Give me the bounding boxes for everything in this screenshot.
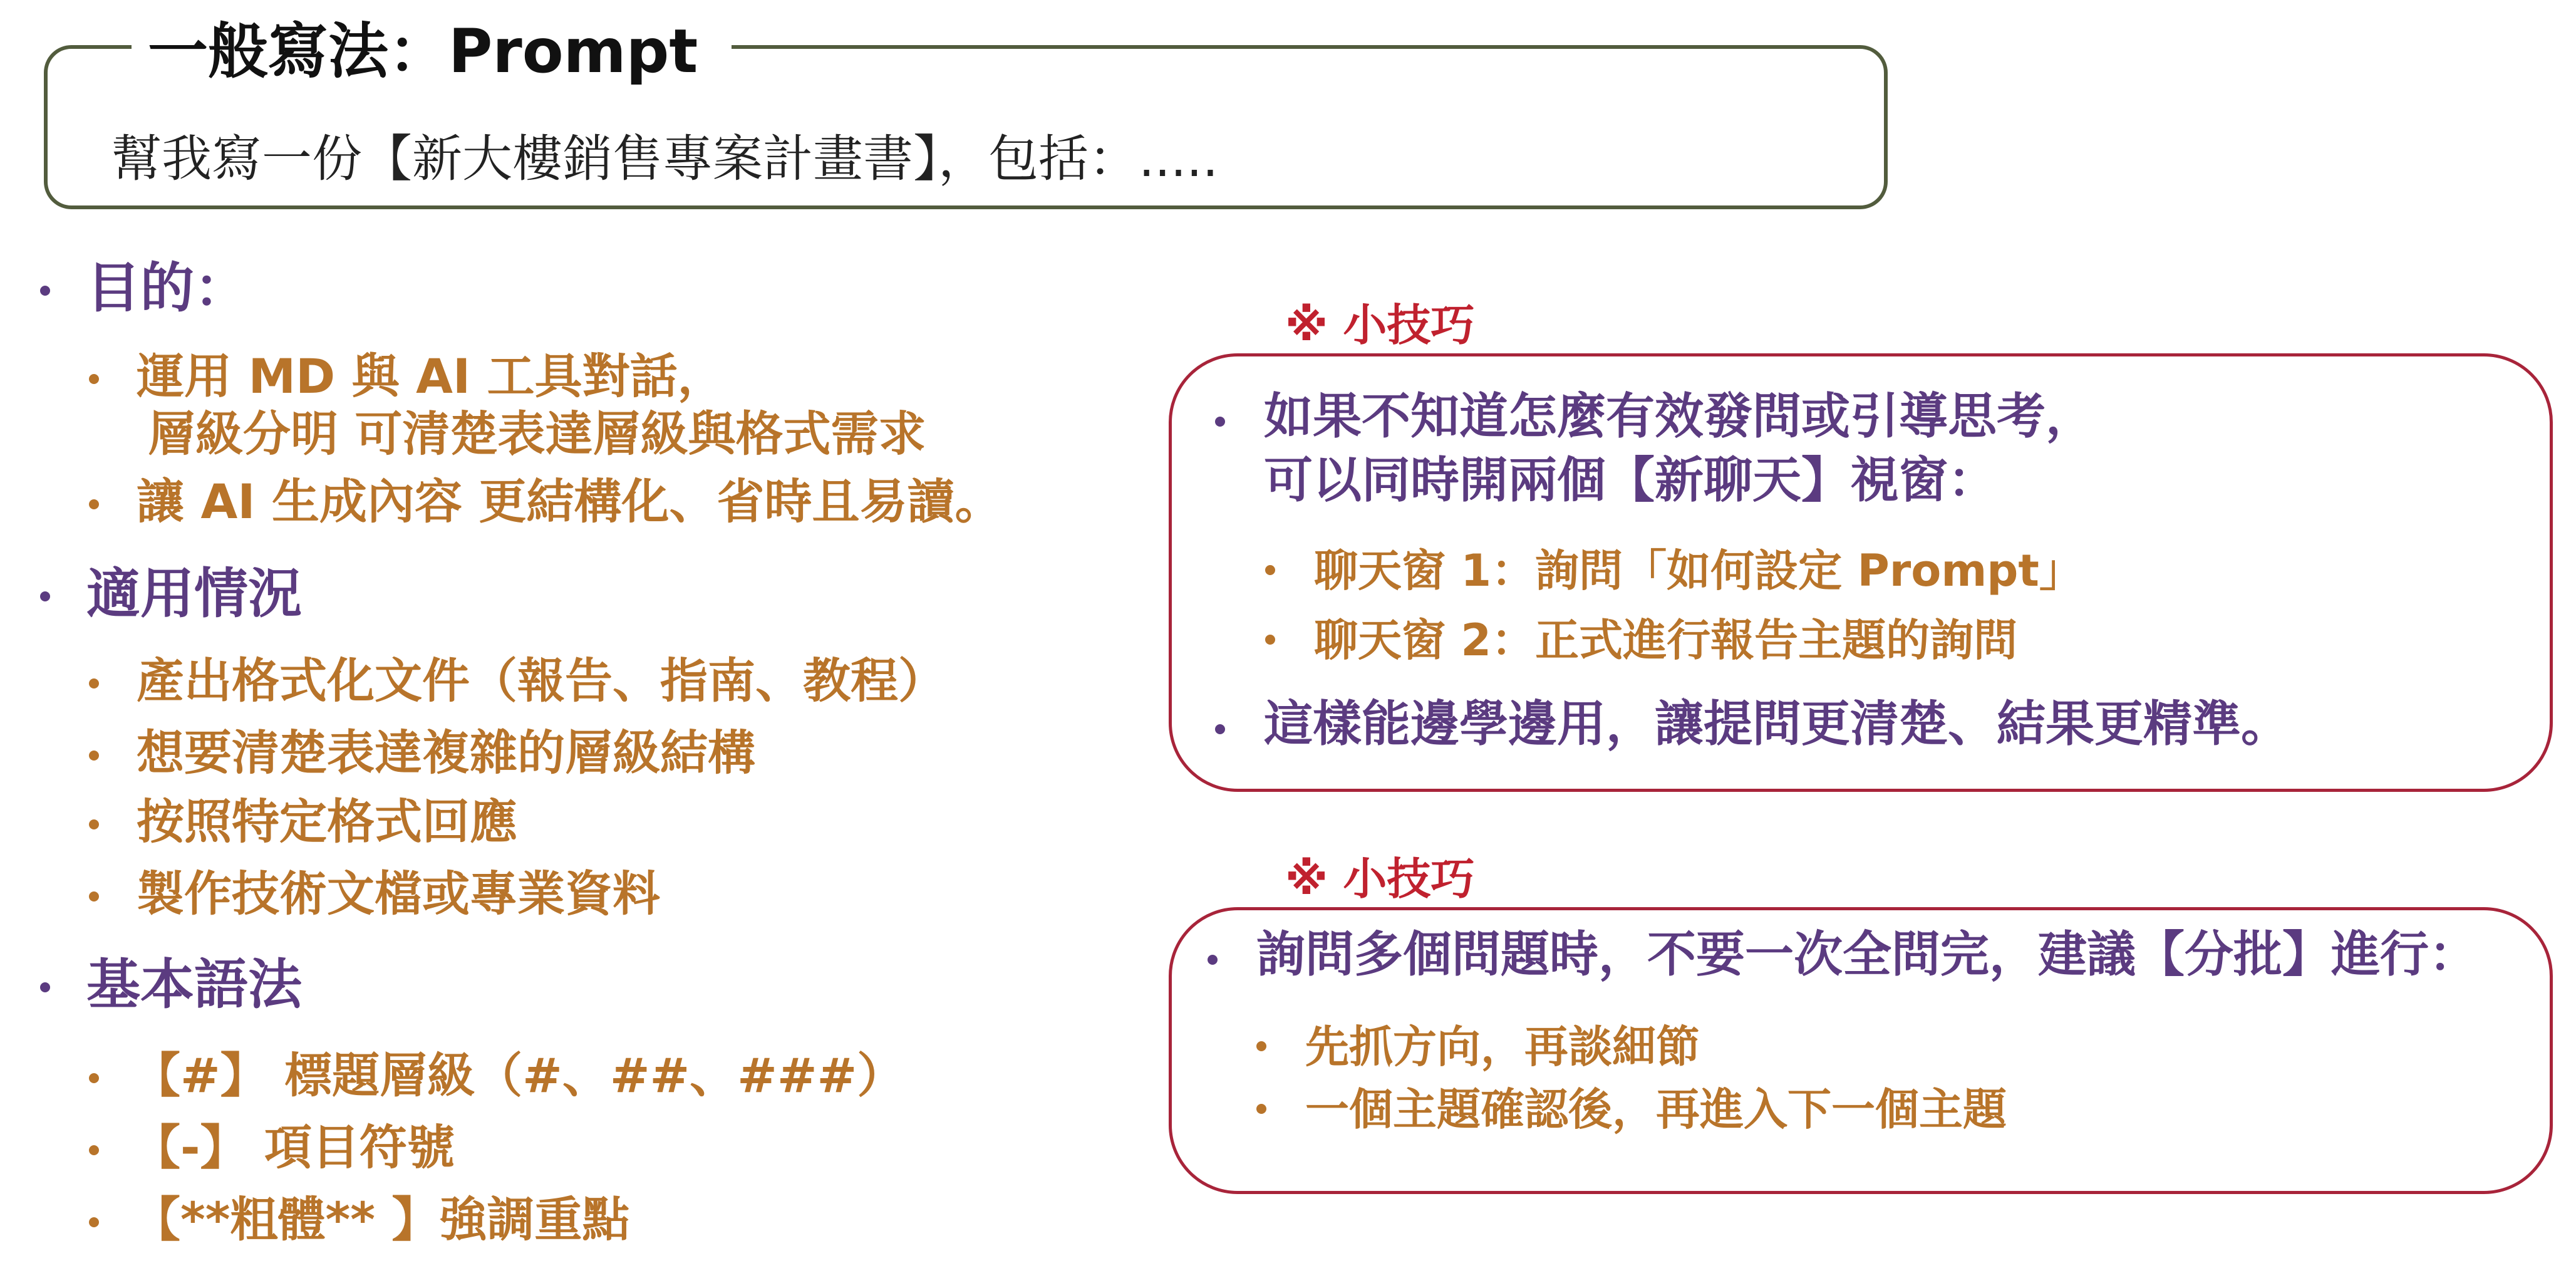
purpose-item-1-line2: 層級分明 可清楚表達層級與格式需求: [148, 406, 926, 462]
bullet-dot: [89, 1073, 99, 1083]
tip-2-subitem: 一個主題確認後，再進入下一個主題: [1305, 1084, 2007, 1135]
usage-item: 產出格式化文件（報告、指南、教程）: [137, 653, 946, 709]
syntax-item: 【**粗體** 】強調重點: [133, 1192, 630, 1247]
tip-1-main-line1: 如果不知道怎麼有效發問或引導思考，: [1264, 388, 2095, 445]
tip-1-subitem: 聊天窗 2：正式進行報告主題的詢問: [1314, 615, 2018, 666]
bullet-dot: [1215, 724, 1225, 734]
purpose-item-2: 讓 AI 生成內容 更結構化、省時且易讀。: [137, 474, 1003, 529]
bullet-dot: [89, 1145, 99, 1155]
bullet-dot: [89, 751, 99, 761]
bullet-dot: [1256, 1104, 1266, 1114]
usage-item: 製作技術文檔或專業資料: [137, 866, 660, 922]
bullet-dot: [40, 591, 50, 601]
tip-2-subitem: 先抓方向，再談細節: [1305, 1021, 1700, 1073]
prompt-example-title: 一般寫法：Prompt: [132, 13, 732, 90]
syntax-item: 【#】 標題層級（#、##、###）: [133, 1047, 905, 1103]
bullet-dot: [89, 1217, 99, 1227]
usage-heading: 適用情況: [86, 563, 302, 625]
tip-2-main: 詢問多個問題時，不要一次全問完，建議【分批】進行：: [1256, 927, 2478, 983]
tip-1-closing: 這樣能邊學邊用，讓提問更清楚、結果更精準。: [1264, 696, 2290, 752]
purpose-item-1-line1: 運用 MD 與 AI 工具對話，: [137, 348, 725, 404]
bullet-dot: [89, 819, 99, 829]
bullet-dot: [89, 499, 99, 509]
bullet-dot: [40, 982, 50, 992]
bullet-dot: [1256, 1041, 1266, 1051]
tip-1-title: ※ 小技巧: [1271, 297, 1491, 353]
purpose-heading: 目的：: [86, 257, 248, 320]
syntax-heading: 基本語法: [86, 953, 302, 1016]
tip-2-title: ※ 小技巧: [1271, 851, 1491, 907]
bullet-dot: [1265, 565, 1275, 575]
bullet-dot: [89, 891, 99, 901]
bullet-dot: [40, 286, 50, 296]
bullet-dot: [1215, 417, 1225, 427]
usage-item: 想要清楚表達複雜的層級結構: [137, 725, 755, 781]
bullet-dot: [89, 678, 99, 688]
syntax-item: 【-】 項目符號: [133, 1120, 455, 1175]
usage-item: 按照特定格式回應: [137, 794, 517, 850]
bullet-dot: [89, 374, 99, 384]
prompt-example-text: 幫我寫一份【新大樓銷售專案計畫書】，包括：.....: [111, 130, 1219, 188]
bullet-dot: [1265, 635, 1275, 645]
bullet-dot: [1208, 955, 1218, 965]
tip-1-main-line2: 可以同時開兩個【新聊天】視窗：: [1264, 452, 1997, 509]
tip-1-subitem: 聊天窗 1：詢問「如何設定 Prompt」: [1314, 545, 2083, 596]
